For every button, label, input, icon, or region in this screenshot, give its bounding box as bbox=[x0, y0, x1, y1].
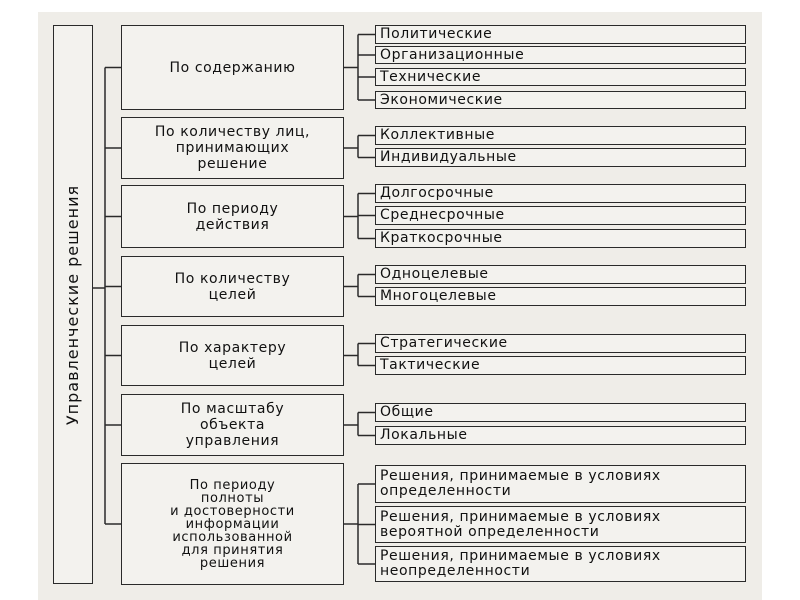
category-box-4-text: По количеству целей bbox=[174, 270, 291, 303]
item-box-2-2 bbox=[375, 148, 746, 167]
category-box-6 bbox=[121, 394, 344, 456]
item-box-2-1-text: Коллективные bbox=[380, 127, 495, 143]
category-box-1 bbox=[121, 25, 344, 110]
category-box-2-text: По количеству лиц, принимающих решение bbox=[154, 124, 311, 172]
item-box-3-1-text: Долгосрочные bbox=[380, 185, 494, 201]
item-box-3-1 bbox=[375, 184, 746, 203]
item-box-1-2-text: Организационные bbox=[380, 46, 525, 63]
item-box-1-4-text: Экономические bbox=[380, 91, 503, 108]
item-box-7-2 bbox=[375, 506, 746, 543]
category-box-6-text: По масштабу объекта управления bbox=[180, 401, 285, 449]
item-box-1-4 bbox=[375, 91, 746, 109]
item-box-7-2-text: Решения, принимаемые в условиях вероятной определенности bbox=[380, 508, 661, 540]
item-box-6-1-text: Общие bbox=[380, 404, 434, 420]
item-box-1-3 bbox=[375, 68, 746, 86]
category-box-2 bbox=[121, 117, 344, 179]
item-box-7-3 bbox=[375, 546, 746, 582]
item-box-5-2 bbox=[375, 356, 746, 375]
item-box-5-1-text: Стратегические bbox=[380, 335, 508, 351]
item-box-2-1 bbox=[375, 126, 746, 145]
item-box-7-3-text: Решения, принимаемые в условиях неопределенности bbox=[380, 548, 661, 579]
item-box-3-3 bbox=[375, 229, 746, 248]
category-box-7 bbox=[121, 463, 344, 585]
item-box-6-2 bbox=[375, 426, 746, 445]
item-box-6-1 bbox=[375, 403, 746, 422]
item-box-2-2-text: Индивидуальные bbox=[380, 149, 517, 165]
item-box-4-1 bbox=[375, 265, 746, 284]
item-box-3-3-text: Краткосрочные bbox=[380, 230, 503, 246]
category-box-3-text: По периоду действия bbox=[186, 200, 279, 233]
category-box-3 bbox=[121, 185, 344, 248]
category-box-1-text: По содержанию bbox=[169, 59, 296, 76]
item-box-1-1-text: Политические bbox=[380, 26, 493, 42]
item-box-4-2 bbox=[375, 287, 746, 306]
root-label: Управленческие решения bbox=[63, 184, 82, 425]
item-box-4-2-text: Многоцелевые bbox=[380, 288, 497, 304]
category-box-4 bbox=[121, 256, 344, 317]
item-box-3-2 bbox=[375, 206, 746, 225]
item-box-4-1-text: Одноцелевые bbox=[380, 266, 489, 282]
item-box-5-2-text: Тактические bbox=[380, 357, 481, 373]
item-box-1-1 bbox=[375, 25, 746, 44]
category-box-7-text: По периоду полноты и достоверности информации использованной для принятия решения bbox=[170, 477, 295, 571]
category-box-5-text: По характеру целей bbox=[178, 339, 287, 372]
category-box-5 bbox=[121, 325, 344, 386]
root-box bbox=[53, 25, 93, 584]
item-box-6-2-text: Локальные bbox=[380, 427, 468, 443]
item-box-1-3-text: Технические bbox=[380, 68, 482, 85]
item-box-5-1 bbox=[375, 334, 746, 353]
item-box-3-2-text: Среднесрочные bbox=[380, 207, 505, 223]
item-box-1-2 bbox=[375, 46, 746, 64]
item-box-7-1 bbox=[375, 465, 746, 503]
item-box-7-1-text: Решения, принимаемые в условиях определенности bbox=[380, 468, 661, 499]
